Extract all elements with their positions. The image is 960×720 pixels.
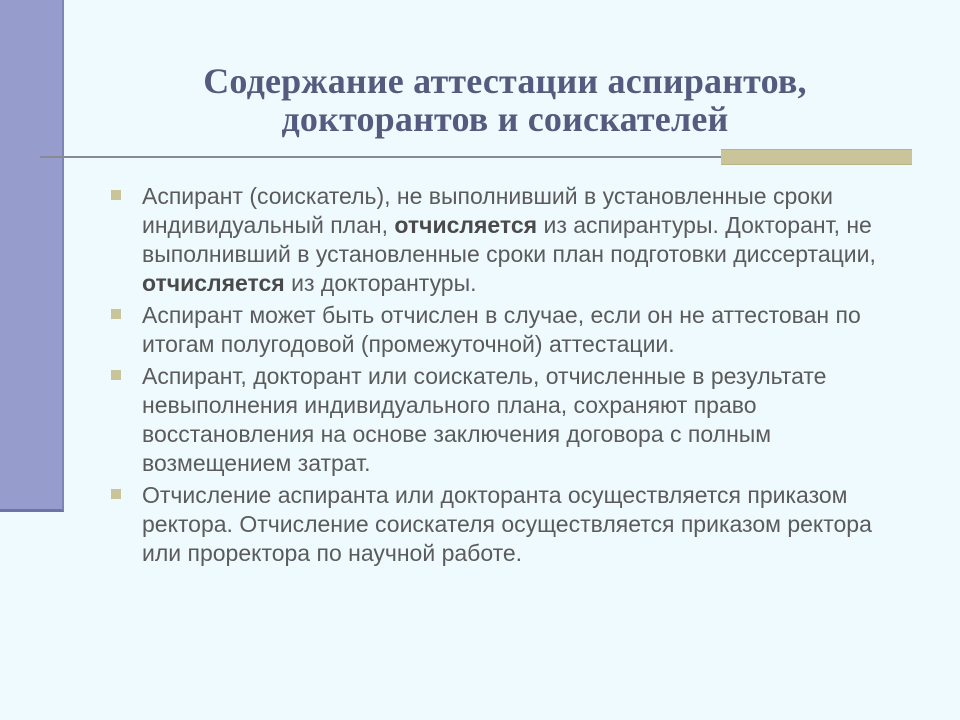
square-bullet-icon [111,309,121,319]
square-bullet-icon [111,489,121,499]
bullet-text-part: из аспирантуры. Докторант, не выполнивший в установленные сроки план подготовки диссертации, [142,212,876,267]
bullet-item-3 [108,362,908,478]
bullet-text: Аспирант может быть отчислен в случае, если он не аттестован по итогам полугодовой (промежуточной) аттестации. [142,302,861,357]
emphasis-text: отчисляется [394,212,538,238]
slide-title-line-2: докторантов и соискателей [281,99,729,140]
square-bullet-icon [111,190,121,200]
bullet-text-part: Аспирант (соискатель), не выполнивший в установленные сроки индивидуальный план, [142,183,833,238]
slide-title [120,62,890,138]
accent-bar [721,149,912,165]
square-bullet-icon [111,370,121,380]
bullet-list [108,182,908,571]
bullet-item-1 [108,182,908,298]
bullet-text: Аспирант, докторант или соискатель, отчисленные в результате невыполнения индивидуального плана, сохраняют право восстановления на основе заключения договора с полным возмещением затрат. [142,363,827,476]
emphasis-text: отчисляется [142,270,285,296]
bullet-item-2 [108,301,908,359]
bullet-text: Отчисление аспиранта или докторанта осуществляется приказом ректора. Отчисление соискателя осуществляется приказом ректора или проректора по научной работе. [142,482,872,566]
decorative-side-bar [0,0,64,512]
bullet-text-part: из докторантуры. [284,270,477,296]
slide-title-line-1: Содержание аттестации аспирантов, [203,61,807,102]
bullet-item-4 [108,481,908,568]
